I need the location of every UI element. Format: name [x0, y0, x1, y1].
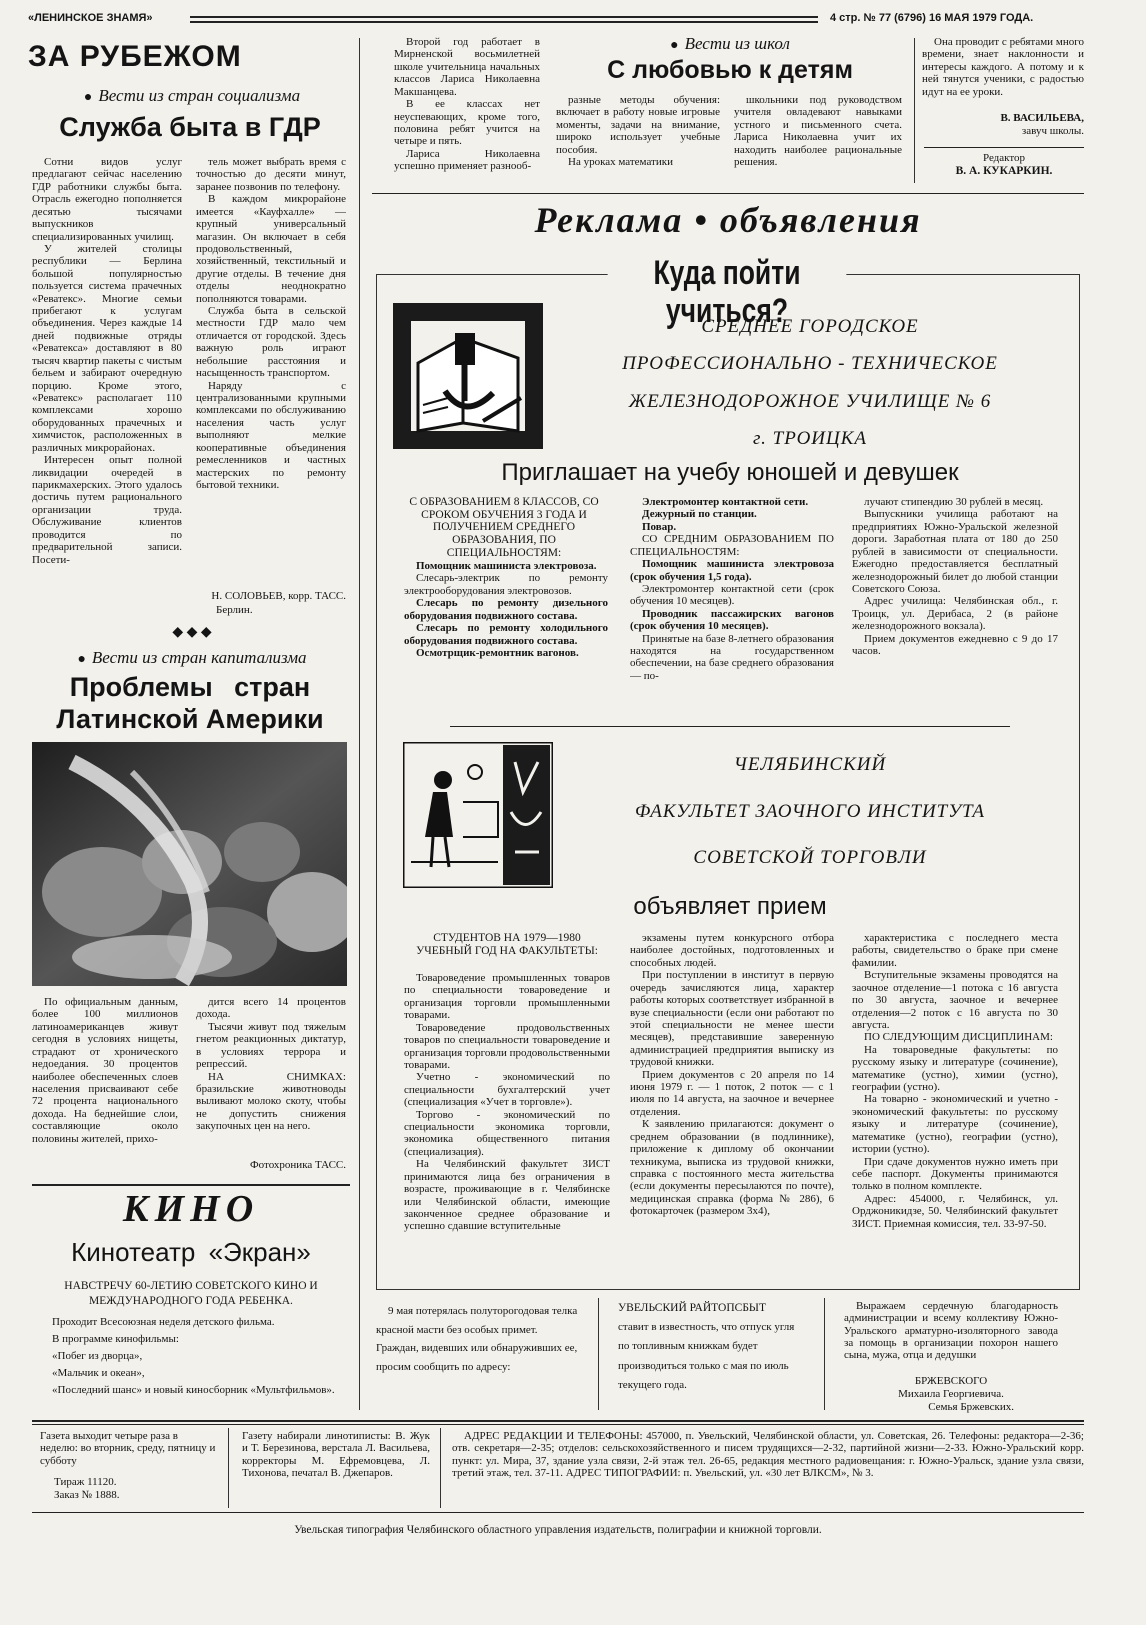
rule-notice-2 — [824, 1298, 825, 1410]
inst-col2 — [630, 932, 834, 1284]
footer-schedule: Газета выходит четыре раза в неделю: во вторник, среду, пятницу и субботу — [40, 1430, 216, 1467]
inst-col3 — [852, 932, 1058, 1284]
specialty-item: Электромонтер контактной сети. — [642, 496, 809, 508]
latam-column-1 — [32, 996, 178, 1172]
kino-program — [40, 1314, 350, 1404]
inst-col1-head: СТУДЕНТОВ НА 1979—1980 УЧЕБНЫЙ ГОД НА ФАКУЛЬТЕТЫ: — [416, 932, 598, 957]
ptu-line-4: г. ТРОИЦКА — [753, 428, 867, 449]
inst-line-2: ФАКУЛЬТЕТ ЗАОЧНОГО ИНСТИТУТА — [634, 801, 986, 822]
specialty-item: Слесарь по ремонту холодильного оборудования подвижного состава. — [404, 622, 608, 647]
paragraph: В каждом микрорайоне имеется «Кауфхалле» — крупный универсальный магазин. Он включает в себя продовольственный, хозяйственный, текстильный и другие отделы. В течение дня отделы неоднократно пополняются товарами. — [196, 193, 346, 305]
ptu-col1 — [404, 560, 608, 716]
program-line: Проходит Всесоюзная неделя детского фильма. — [52, 1316, 275, 1328]
faculty-item: Учетно - экономический по специальности бухгалтерский учет (специализация «Учет в торговле»). — [404, 1071, 610, 1109]
specialty-item: Осмотрщик-ремонтник вагонов. — [416, 646, 579, 659]
specialty-item: Слесарь по ремонту дизельного оборудования подвижного состава. — [404, 597, 608, 622]
cinema-name: Кинотеатр «Экран» — [71, 1237, 311, 1267]
paragraph: тель может выбрать время с точностью до десяти минут, заранее позвонив по телефону. — [196, 156, 346, 193]
paragraph: лучают стипендию 30 рублей в месяц. — [864, 496, 1044, 508]
photo-cattle — [32, 742, 347, 986]
ptu-col1-head: С ОБРАЗОВАНИЕМ 8 КЛАССОВ, СО СРОКОМ ОБУЧЕНИЯ 3 ГОДА И ПОЛУЧЕНИЕМ СРЕДНЕГО ОБРАЗОВАНИЯ, ПО СПЕЦИАЛЬНОСТЯМ: — [409, 496, 599, 559]
paragraph: Интересен опыт полной ликвидации очередей в парикмахерских. Этого удалось достичь путем рационального организации труда. Обслуживание клиентов проводится по предварительной записи. Посети- — [32, 454, 182, 566]
article-title-gdr: Служба быта в ГДР — [59, 112, 321, 142]
school-signature-role: завуч школы. — [1021, 125, 1084, 137]
footer-address: АДРЕС РЕДАКЦИИ И ТЕЛЕФОНЫ: 457000, п. Увельский, Челябинской области, ул. Советская, 26. Телефоны: редактора—2-36; отв. секретаря—2-35; отделов: сельскохозяйственного и писем трудящихся—2-32, партийной жизни—2-33. Южно-Уральский корр. пункт: ул. Мира, 37, здание узла связи, 2-й этаж тел. 26-65, редакция местного радиовещания: г. Южно-Уральск, здание узла связи, третий этаж, тел. 37-11. АДРЕС ТИПОГРАФИИ: п. Увельский, ул. «30 лет ВЛКСМ», № 3. — [452, 1430, 1084, 1480]
masthead-rule — [190, 16, 818, 23]
school-col-b — [734, 94, 902, 184]
paragraph: Второй год работает в Мирненской восьмилетней школе учительница начальных классов Лариса Николаевна Макшанцева. — [394, 36, 540, 98]
faculty-item: Торгово - экономический по специальности экономика торговли, экономика общественного питания (специализация). — [404, 1108, 610, 1158]
paragraph: При поступлении в институт в первую очередь зачисляются лица, характер работы которых соответствует избранной в вузе специальности (если они работают по этой специальности не менее шести месяцев), представившие заверенную администрацией предприятия выписку из трудовой книжки. — [630, 969, 834, 1069]
paragraph: При сдаче документов нужно иметь при себе паспорт. Документы принимаются только в полном комплекте. — [852, 1155, 1058, 1193]
paragraph: школьники под руководством учителя овладевают навыками устного и письменного счета. Лариса Николаевна учит их находить наиболее рациональные решения. — [734, 94, 902, 169]
ptu-col2 — [630, 496, 834, 716]
paragraph: Вступительные экзамены проводятся на заочное отделение—1 потока с 16 августа по 30 августа, заочное и вечернее отделения—2 поток с 16 августа по 30 августа. — [852, 969, 1058, 1031]
program-line: «Мальчик и океан», — [52, 1367, 145, 1380]
section-title-kino: КИНО — [122, 1188, 260, 1230]
specialty-item: Принятые на базе 8-летнего образования находятся на государственном обеспечении, на базе среднего образования — по- — [630, 632, 834, 682]
school-col-right — [922, 36, 1084, 110]
rule-notice-1 — [598, 1298, 599, 1410]
paragraph: Наряду с централизованными крупными комплексами по обслуживанию населения часть услуг выполняют мелкие кооперативные объединения ремесленников и частных мастерских по ремонту бытовой техники. — [196, 379, 346, 491]
paragraph: К заявлению прилагаются: документ о среднем образовании (в подлиннике), приложение к диплому об окончании техникума, выписка из трудовой книжки, справка с постоянного места жительства (если документы пересылаются по почте), медицинская справка (форма № 286), 6 фотокарточек (размером 3х4), — [630, 1118, 834, 1218]
ptu-line-1: СРЕДНЕЕ ГОРОДСКОЕ — [701, 316, 919, 337]
notice-lost-cow: 9 мая потерялась полуторогодовая телка красной масти без особых примет. Граждан, видевших или обнаруживших ее, просим сообщить по адресу: — [376, 1305, 578, 1374]
gdr-column-2 — [196, 156, 346, 586]
paragraph: ПО СЛЕДУЮЩИМ ДИСЦИПЛИНАМ: — [864, 1031, 1053, 1044]
paragraph: Прием документов с 20 апреля по 14 июня 1979 г. — 1 поток, 2 поток — с 1 июля по 14 августа, на заочное и вечернее отделения. — [630, 1068, 834, 1118]
footer-staff: Газету набирали линотиписты: В. Жук и Т. Березинова, верстала Л. Васильева, корректоры М. Ефремовцева, Л. Тихонова, печатал В. Джепаров. — [242, 1430, 430, 1480]
specialty-item: Проводник пассажирских вагонов (срок обучения 10 месяцев). — [630, 607, 834, 633]
ptu-illustration — [393, 303, 543, 449]
footer-printer: Увельская типография Челябинского областного управления издательств, полиграфии и книжной торговли. — [294, 1524, 822, 1536]
specialty-item: Помощник машиниста электровоза. — [416, 560, 597, 572]
paragraph: Она проводит с ребятами много времени, знает наклонности и интересы каждого. А потому и к ней тянутся ученики, с радостью идут на ее уроки. — [922, 36, 1084, 98]
kino-sub-2: МЕЖДУНАРОДНОГО ГОДА РЕБЕНКА. — [89, 1295, 293, 1307]
gdr-place: Берлин. — [216, 604, 253, 616]
paragraph: Лариса Николаевна успешно применяет разнооб- — [394, 147, 540, 173]
rubric-capitalism: ● Вести из стран капитализма — [36, 648, 348, 668]
latam-photo-credit: Фотохроника ТАСС. — [249, 1159, 346, 1171]
paragraph: Адрес: 454000, г. Челябинск, ул. Орджоникидзе, 50. Челябинский факультет ЗИСТ. Приемная комиссия, тел. 33-97-50. — [852, 1192, 1058, 1230]
rule-ads-mid — [450, 726, 1010, 727]
ads-heading: Куда пойти учиться? — [608, 254, 847, 330]
program-line: В программе кинофильмы: — [52, 1333, 179, 1346]
notice-thanks: Выражаем сердечную благодарность администрации и всему коллективу Южно-Уральского арматурно-изоляторного завода за помощь в организации похорон нашего сына, мужа, отца и дедушки — [844, 1300, 1058, 1362]
ads-section-title: Реклама • объявления — [534, 200, 922, 240]
notice-rayon-head: УВЕЛЬСКИЙ РАЙТОПСБЫТ — [618, 1302, 766, 1314]
footer-circulation: Тираж 11120. — [54, 1476, 117, 1488]
divider-stars: ◆ ◆ ◆ — [172, 625, 212, 640]
editor-label: Редактор — [982, 152, 1026, 164]
program-line: «Последний шанс» и новый киносборник «Мультфильмов». — [52, 1384, 335, 1397]
rule-ads-top — [372, 193, 1084, 194]
rule-editor — [924, 147, 1084, 148]
ptu-col3 — [852, 496, 1058, 716]
article-title-school: С любовью к детям — [607, 56, 853, 84]
ptu-invite: Приглашает на учебу юношей и девушек — [501, 459, 959, 486]
paragraph: Адрес училища: Челябинская обл., г. Троицк, ул. Дерибаса, 2 (в районе железнодорожного вокзала). — [852, 595, 1058, 633]
masthead-issue: 4 стр. № 77 (6796) 16 МАЯ 1979 ГОДА. — [830, 12, 1034, 24]
specialty-item: Дежурный по станции. — [642, 508, 757, 521]
paragraph: У жителей столицы республики — Берлина большой популярностью пользуется система прачечных «Реватекс». Многие семьи прибегают к услугам объединения. Через каждые 14 дней подвижные отряды «Реватекса» доставляют в 80 тысяч квартир пакеты с чистым бельем и забирают очередную порцию. Кроме этого, «Реватекс» располагает 110 комплексами хорошо оборудованных прачечных и химчисток, расположенных в различных микрорайонах. — [32, 242, 182, 454]
kino-sub-1: НАВСТРЕЧУ 60-ЛЕТИЮ СОВЕТСКОГО КИНО И — [64, 1280, 318, 1292]
faculty-item: Товароведение продовольственных товаров по специальности товароведение и организация торговли продовольственными товарами. — [404, 1021, 610, 1071]
notice-thanks-sign: Семья Бржевских. — [928, 1401, 1014, 1413]
rule-footer-top — [32, 1420, 1084, 1425]
specialty-item: Электромонтер контактной сети (срок обучения 10 месяцев). — [630, 582, 834, 608]
paragraph: На товароведные факультеты: по русскому языку и литературе (сочинение), математике (устно), химии (устно), географии (устно). — [852, 1043, 1058, 1094]
rule-kino — [32, 1184, 350, 1186]
notice-thanks-name1: БРЖЕВСКОГО — [914, 1375, 988, 1387]
rubric-school: ● Вести из школ — [560, 34, 900, 54]
rule-left-col — [359, 38, 360, 1410]
article-title-latam-2: Латинской Америки — [56, 704, 324, 734]
paragraph: Тысячи живут под тяжелым гнетом реакционных диктатур, в условиях террора и репрессий. — [196, 1020, 346, 1071]
inst-announce: объявляет прием — [633, 893, 827, 920]
paragraph: На уроках математики — [568, 156, 673, 169]
ptu-line-3: ЖЕЛЕЗНОДОРОЖНОЕ УЧИЛИЩЕ № 6 — [628, 391, 992, 412]
article-title-latam-1: Проблемы стран — [69, 672, 311, 702]
specialty-item: СО СРЕДНИМ ОБРАЗОВАНИЕМ ПО СПЕЦИАЛЬНОСТЯМ: — [630, 533, 834, 558]
faculty-item: Товароведение промышленных товаров по специальности товароведение и организация торговли промышленными товарами. — [404, 972, 610, 1022]
specialty-item: Помощник машиниста электровоза (срок обучения 1,5 года). — [630, 558, 834, 583]
paragraph: экзамены путем конкурсного отбора наиболее достойных, подготовленных и способных людей. — [630, 932, 834, 969]
editor-name: В. А. КУКАРКИН. — [955, 165, 1053, 177]
notice-rayon: ставит в известность, что отпуск угля по топливным книжкам будет производиться только с мая по июль текущего года. — [618, 1321, 795, 1391]
notice-thanks-name2: Михаила Георгиевича. — [898, 1388, 1004, 1400]
paragraph: В ее классах нет неуспевающих, кроме того, половина ребят учится на четыре и пять. — [394, 98, 540, 148]
institute-illustration — [403, 742, 553, 888]
paragraph: Сотни видов услуг предлагают сейчас населению ГДР работники службы быта. Отрасль ежегодно пополняется десятью тысячами выпускников специализированных училищ. — [32, 156, 182, 243]
program-line: «Побег из дворца», — [52, 1350, 143, 1363]
specialty-item: Повар. — [642, 520, 677, 533]
section-title-abroad: ЗА РУБЕЖОМ — [28, 40, 242, 73]
paragraph: Прием документов ежедневно с 9 до 17 часов. — [852, 632, 1058, 658]
masthead-paper: «ЛЕНИНСКОЕ ЗНАМЯ» — [28, 12, 153, 24]
inst-line-1: ЧЕЛЯБИНСКИЙ — [733, 754, 887, 775]
rule-footer-2 — [440, 1428, 441, 1508]
rubric-socialism: ● Вести из стран социализма — [36, 86, 348, 106]
paragraph: НА СНИМКАХ: бразильские животноводы выливают молоко скоту, чтобы не допустить снижения закупочных цен на него. — [196, 1070, 346, 1133]
inst-line-3: СОВЕТСКОЙ ТОРГОВЛИ — [693, 847, 927, 868]
paragraph: характеристика с последнего места работы, свидетельство о браке при смене фамилии. — [852, 932, 1058, 969]
paragraph: По официальным данным, более 100 миллионов латиноамериканцев живут сегодня в условиях нищеты, страдают от хронического недоедания. 30 процентов наиболее обеспеченных слоев населения присваивают себе 72 процента национального дохода. На беднейшие слои, составляющие около половины жителей, прихо- — [32, 996, 178, 1145]
faculty-item: На Челябинский факультет ЗИСТ принимаются лица без ограничения в возрасте, проживающие в г. Челябинске или Челябинской области, имеющие законченное среднее образование и успешно сдавшие вступительные — [404, 1158, 610, 1233]
school-signature: В. ВАСИЛЬЕВА, — [1000, 112, 1084, 124]
paragraph: разные методы обучения: включает в работу новые игровые моменты, задачи на внимание, широко использует учебные пособия. — [556, 94, 720, 156]
rule-school — [914, 38, 915, 183]
ptu-line-2: ПРОФЕССИОНАЛЬНО - ТЕХНИЧЕСКОЕ — [622, 353, 998, 374]
inst-col1 — [404, 972, 610, 1284]
paragraph: На товарно - экономический и учетно - экономический факультеты: по русскому языку и литературе (сочинение), математике (устно), географии (устно), истории (устно). — [852, 1093, 1058, 1156]
rule-footer-bottom — [32, 1512, 1084, 1513]
school-col-left — [394, 36, 540, 186]
rule-footer-1 — [228, 1428, 229, 1508]
gdr-column-1 — [32, 156, 182, 616]
gdr-signature: Н. СОЛОВЬЕВ, корр. ТАСС. — [211, 590, 346, 602]
paragraph: дится всего 14 процентов дохода. — [196, 996, 346, 1021]
latam-column-2 — [196, 996, 346, 1156]
school-col-a — [556, 94, 720, 184]
paragraph: Выпускники училища работают на предприятиях Южно-Уральской железной дороги. Заработная плата от 180 до 250 рублей в зависимости от специальности. Ежегодно предоставляется бесплатный железнодорожный билет до любой станции Советского Союза. — [852, 508, 1058, 595]
footer-order: Заказ № 1888. — [54, 1489, 120, 1501]
specialty-item: Слесарь-электрик по ремонту электрооборудования электровозов. — [404, 572, 608, 597]
paragraph: Служба быта в сельской местности ГДР мало чем отличается от городской. Здесь важную роль играют небольшие расстояния и насыщенность транспортом. — [196, 305, 346, 380]
